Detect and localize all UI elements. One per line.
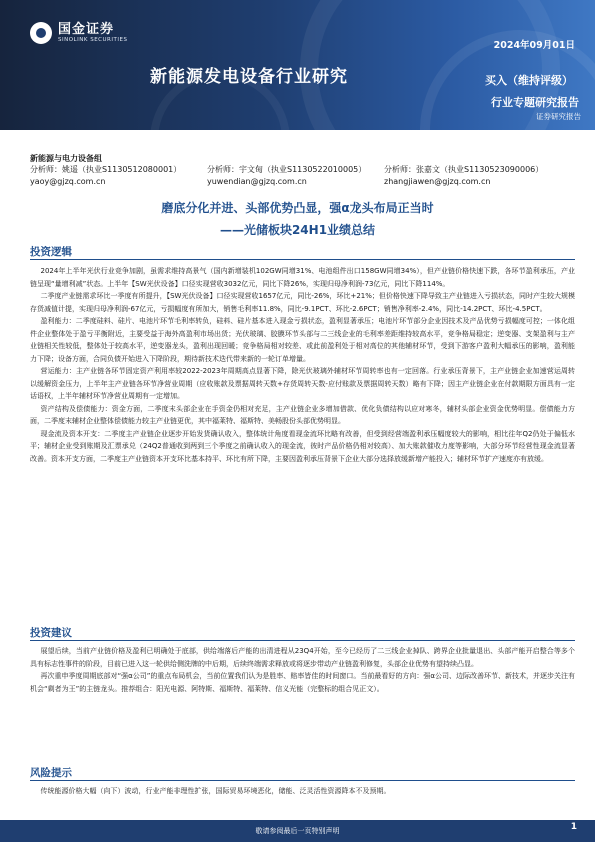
paragraph: 传统能源价格大幅（向下）波动，行业产能非理性扩张，国际贸易环境恶化，储能、泛灵活性资源降本不及预期。 [40,787,391,795]
headline-main: 磨底分化并进、头部优势凸显，强α龙头布局正当时 [161,201,434,215]
paragraph: 二季度产业链需求环比一季度有所提升，【SW光伏设备】口径实现营收1657亿元，同比-26%，环比+21%；但价格快速下降导致主产业链进入亏损状态，同时产生较大规模存货减值计提，实现归母净利润-67亿元，亏损幅度有所加大，销售毛利率11.8%，同比-9.1PCT、环比-2.6PCT；销售净利率-2.4%，同比-14.2PCT、环比-4.5PCT。 [30,292,575,313]
page-footer [0,820,595,842]
section-heading-risk: 风险提示 [30,767,72,779]
section-divider [30,259,575,260]
page-number: 1 [570,822,577,832]
report-date: 2024年09月01日 [493,40,575,51]
analyst-email[interactable]: yuwendian@gjzq.com.cn [207,177,307,186]
analyst-email[interactable]: yaoy@gjzq.com.cn [30,177,106,186]
paragraph: 现金流及资本开支：二季度主产业链企业逐步开始发货确认收入，整体统计角度看现金流环比略有改善，但受到经营端盈利承压幅度较大的影响，相比往年Q2仍处于偏低水平；辅材企业受到账期及汇票承兑（24Q2普通收到两到三个季度之前确认收入的现金流，彼时产品价格仍相对较高）、加大账款催收力度等影响，大部分环节经营性现金流显著改善。资本开支方面，二季度主产业链资本开支环比基本持平、环比有所下降，主要因盈利承压背景下企业大部分选择放缓新增产能投入；辅材环节扩产速度亦有放缓。 [30,429,575,463]
paragraph: 盈利能力：二季度硅料、硅片、电池片环节毛利率转负，硅料、硅片基本进入现金亏损状态，盈利显著承压；电池片环节部分企业因技术及产品优势亏损幅度可控；一体化组件企业整体处于盈亏平衡附近，主要受益于海外高盈利市场出货；光伏玻璃、胶膜环节头部与二三线企业的毛利率差距维持较高水平，竞争格局稳定；逆变器、支架盈利与主产业链相关性较低，整体处于较高水平，逆变器龙头，盈利出现回暖；竞争格局相对较差、或此前盈利处于相对高位的其他辅材环节，受到下游客户盈利大幅承压的影响，盈利能力下降；设备方面，合同负债开始进入下降阶段，期待新技术迭代带来新的一轮订单增量。 [30,317,575,363]
section-divider [30,640,575,641]
report-type: 行业专题研究报告 [491,96,579,109]
analyst-block [384,164,543,188]
section-divider [30,780,575,781]
logo-icon [30,22,52,44]
section-heading-advice: 投资建议 [30,627,72,639]
paragraph: 再次重申季度周期底部对“强α公司”的重点布局机会，当前位置我们认为是胜率、赔率皆佳的时间窗口。当前最看好的方向：强α公司、边际改善环节、新技术，并逐步关注有机会“剩者为王”的主链龙头。推荐组合：阳光电源、阿特斯、福斯特、福莱特、信义光能（完整标的组合见正文）。 [30,672,575,693]
analyst-block [207,164,366,188]
rating-badge: 买入（维持评级） [485,74,573,87]
analyst-block [30,164,181,188]
analyst-email[interactable]: zhangjiawen@gjzq.com.cn [384,177,491,186]
analyst-name: 分析师：姚遥（执业S1130512080001） [30,165,182,174]
company-logo [30,22,127,44]
paragraph: 营运能力：主产业链各环节固定资产利用率较2022-2023年周期高点显著下降，除光伏玻璃外辅材环节周转率也有一定回落。行业承压背景下，主产业链企业加速营运周转以缓解资金压力，上半年主产业链各环节净营业周期（应收账款及票据周转天数+存货周转天数-应付账款及票据周转天数）略有下降；因主产业链企业在付款期限方面具有一定话语权，上半年辅材环节净营业周期有一定增加。 [30,367,575,400]
paragraph: 资产结构及偿债能力：资金方面，二季度末头部企业在手资金仍相对充足，主产业链企业多增加借款、优化负债结构以应对寒冬，辅材头部企业资金优势明显。偿债能力方面，二季度末辅材企业整体偿债能力较主产业链更优，其中福莱特、福斯特、美畅股份头部优势明显。 [30,404,575,425]
disclaimer-note: 敬请参阅最后一页特别声明 [255,827,340,835]
paragraph: 2024年上半年光伏行业竞争加剧，虽需求维持高景气（国内新增装机102GW同增31%、电池组件出口158GW同增34%），但产业链价格快速下跌，各环节盈利承压，产业链呈现“量增利减”状态。上半年【SW光伏设备】口径实现营收3032亿元，同比下降26%，实现归母净利润-73亿元，同比下降114%。 [30,267,575,288]
analyst-name: 分析师：张嘉文（执业S1130523090006） [384,165,544,174]
body-risk [30,785,575,798]
report-subtype: 证券研究报告 [536,112,581,121]
header-banner [0,0,595,130]
section-heading-logic: 投资逻辑 [30,246,72,258]
report-title: 新能源发电设备行业研究 [150,67,348,87]
paragraph: 展望后续，当前产业链价格及盈利已明确处于底部，供给端落后产能的出清进程从23Q4开始，至今已经历了二三线企业掉队、跨界企业批量退出、头部产能开启整合等多个具有标志性事件的阶段，目前已进入这一轮供给侧洗牌的中后期，后续终端需求释放或将逐步带动产业链盈利修复，头部企业优势有望持续凸显。 [30,647,575,668]
logo-name-en: SINOLINK SECURITIES [58,36,128,43]
body-advice [30,645,575,695]
body-logic [30,265,575,465]
logo-name-cn: 国金证券 [58,21,115,37]
headline-sub: ——光储板块24H1业绩总结 [219,223,376,237]
industry-label: 新能源与电力设备组 [30,154,102,163]
analyst-name: 分析师：宇文甸（执业S1130522010005） [207,165,367,174]
